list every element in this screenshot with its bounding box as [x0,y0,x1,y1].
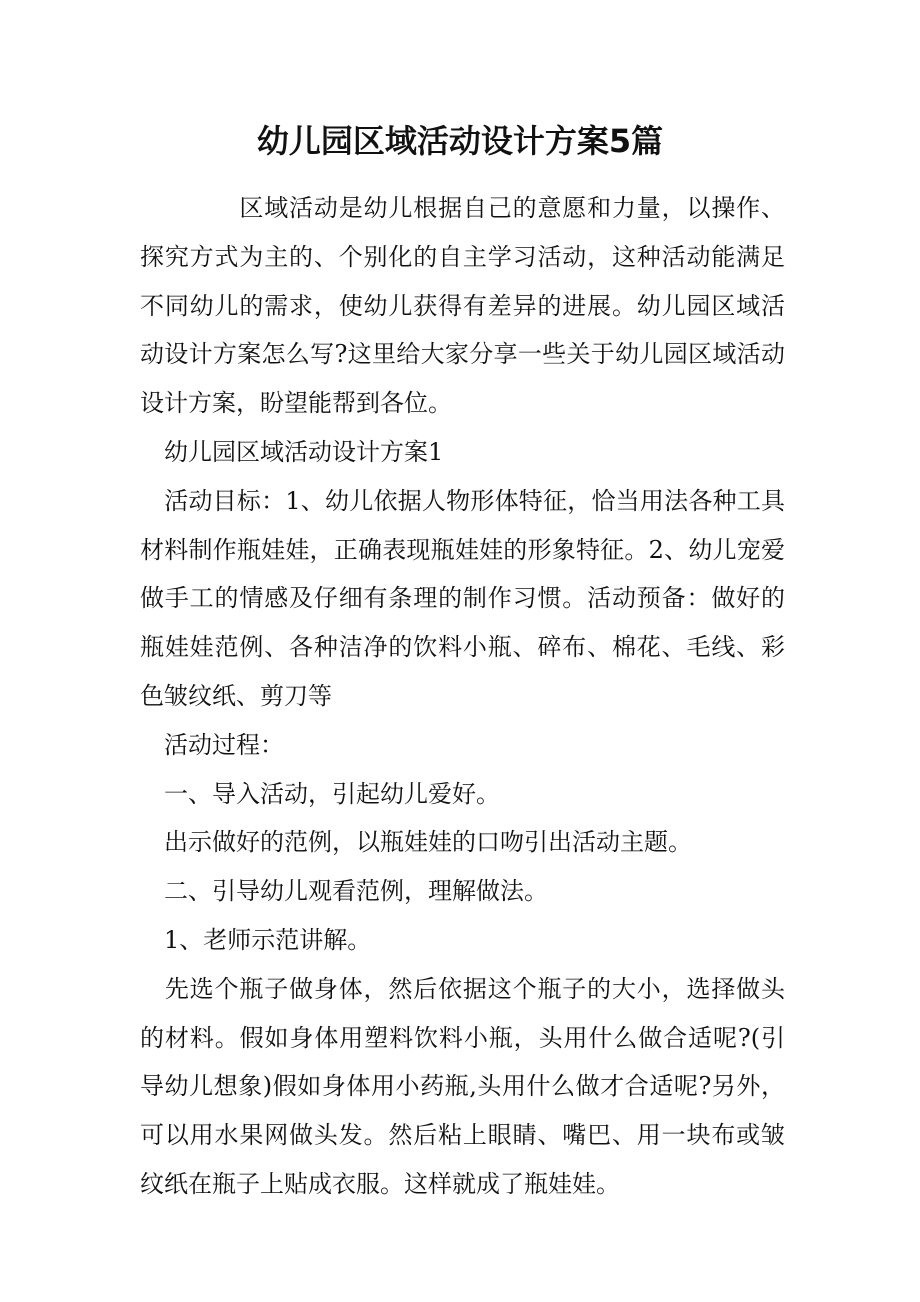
activity-goals-paragraph: 活动目标：1、幼儿依据人物形体特征，恰当用法各种工具材料制作瓶娃娃，正确表现瓶娃娃的形象特征。2、幼儿宠爱做手工的情感及仔细有条理的制作习惯。活动预备：做好的瓶娃娃范例、各种洁净的饮料小瓶、碎布、棉花、毛线、彩色皱纹纸、剪刀等 [140,486,785,710]
activity-process-label: 活动过程： [140,730,284,759]
document-body [140,184,785,1209]
step-two-heading: 二、引导幼儿观看范例，理解做法。 [140,877,548,906]
document-title: 幼儿园区域活动设计方案5篇 [256,122,664,160]
step-two-text: 先选个瓶子做身体，然后依据这个瓶子的大小，选择做头的材料。假如身体用塑料饮料小瓶，头用什么做合适呢?(引导幼儿想象)假如身体用小药瓶,头用什么做才合适呢?另外，可以用水果网做头发。然后粘上眼睛、嘴巴、用一块布或皱纹纸在瓶子上贴成衣服。这样就成了瓶娃娃。 [140,974,785,1198]
section-heading: 幼儿园区域活动设计方案1 [140,437,444,466]
step-two-sub-heading: 1、老师示范讲解。 [140,925,372,954]
step-one-text: 出示做好的范例，以瓶娃娃的口吻引出活动主题。 [140,828,692,857]
step-one-heading: 一、导入活动，引起幼儿爱好。 [140,779,500,808]
intro-paragraph: 区域活动是幼儿根据自己的意愿和力量，以操作、探究方式为主的、个别化的自主学习活动，这种活动能满足不同幼儿的需求，使幼儿获得有差异的进展。幼儿园区域活动设计方案怎么写?这里给大家分享一些关于幼儿园区域活动设计方案，盼望能帮到各位。 [140,194,785,418]
